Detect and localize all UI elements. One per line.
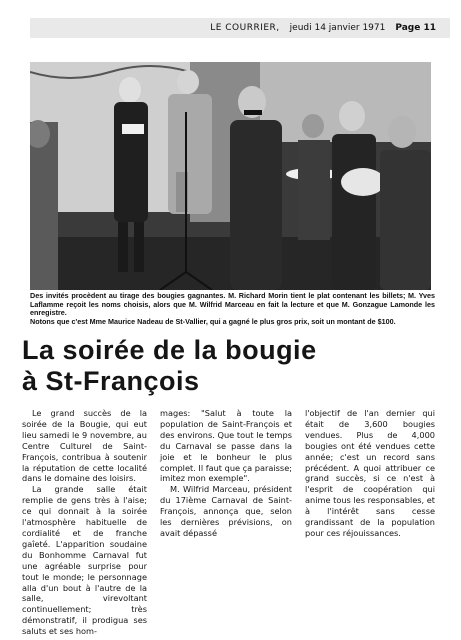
article-column-1 [22,408,147,637]
caption-line: Des invités procèdent au tirage des bougies gagnantes. M. Richard Morin tient le plat contenant les billets; M. Yves Laflamme reçoit les noms choisis, alors que M. Wilfrid Marceau en fait la lecture et que M. Gonzague Lamonde les enregistre. [30,291,435,318]
article-paragraph: mages: "Salut à toute la population de Saint-François et des environs. Que tout le temps du Carnaval se passe dans la joie et le bonheur le plus complet. Il faut que ça paraisse; imitez mon exemple". [160,408,292,484]
article-headline [22,335,442,397]
article-paragraph: Le grand succès de la soirée de la Bougie, qui eut lieu samedi le 9 novembre, au Centre Culturel de Saint-François, contribua à soutenir la réputation de cette localité dans le domaine des loisirs. [22,408,147,484]
issue-date: jeudi 14 janvier 1971 [289,23,386,33]
page-header [30,18,450,38]
newspaper-name: LE COURRIER, [210,23,280,33]
headline-line: La soirée de la bougie [22,335,317,365]
page-number: Page 11 [395,23,436,33]
article-paragraph: M. Wilfrid Marceau, président du 17ième Carnaval de Saint-François, annonça que, selon les dernières prévisions, on avait dépassé [160,484,292,538]
article-column-2 [160,408,292,539]
article-paragraph: l'objectif de l'an dernier qui était de 3,600 bougies vendues. Plus de 4,000 bougies ont été vendues cette année; c'est un record sans précédent. A quoi attribuer ce grand succès, si ce n'est à l'esprit de coopération qui anime tous les responsables, et à l'intérêt sans cesse grandissant de la population pour ces réjouissances. [305,408,435,538]
article-paragraph: La grande salle était remplie de gens très à l'aise; ce qui donnait à la soirée l'atmosphère habituelle de cordialité et de franche gaîeté. L'apparition soudaine du Bonhomme Carnaval fut une agréable surprise pour tout le monde; le personnage alla d'un bout à l'autre de la salle, virevoltant continuellement; très démonstratif, il prodigua ses saluts et ses hom- [22,484,147,637]
article-column-3 [305,408,435,539]
news-photo [30,62,431,290]
photo-people-drawing-candle-prizes-icon [30,62,431,290]
caption-line: Notons que c'est Mme Maurice Nadeau de St-Vallier, qui a gagné le plus gros prix, soit un montant de $100. [30,316,396,326]
headline-line: à St-François [22,366,200,396]
photo-caption [30,292,435,326]
